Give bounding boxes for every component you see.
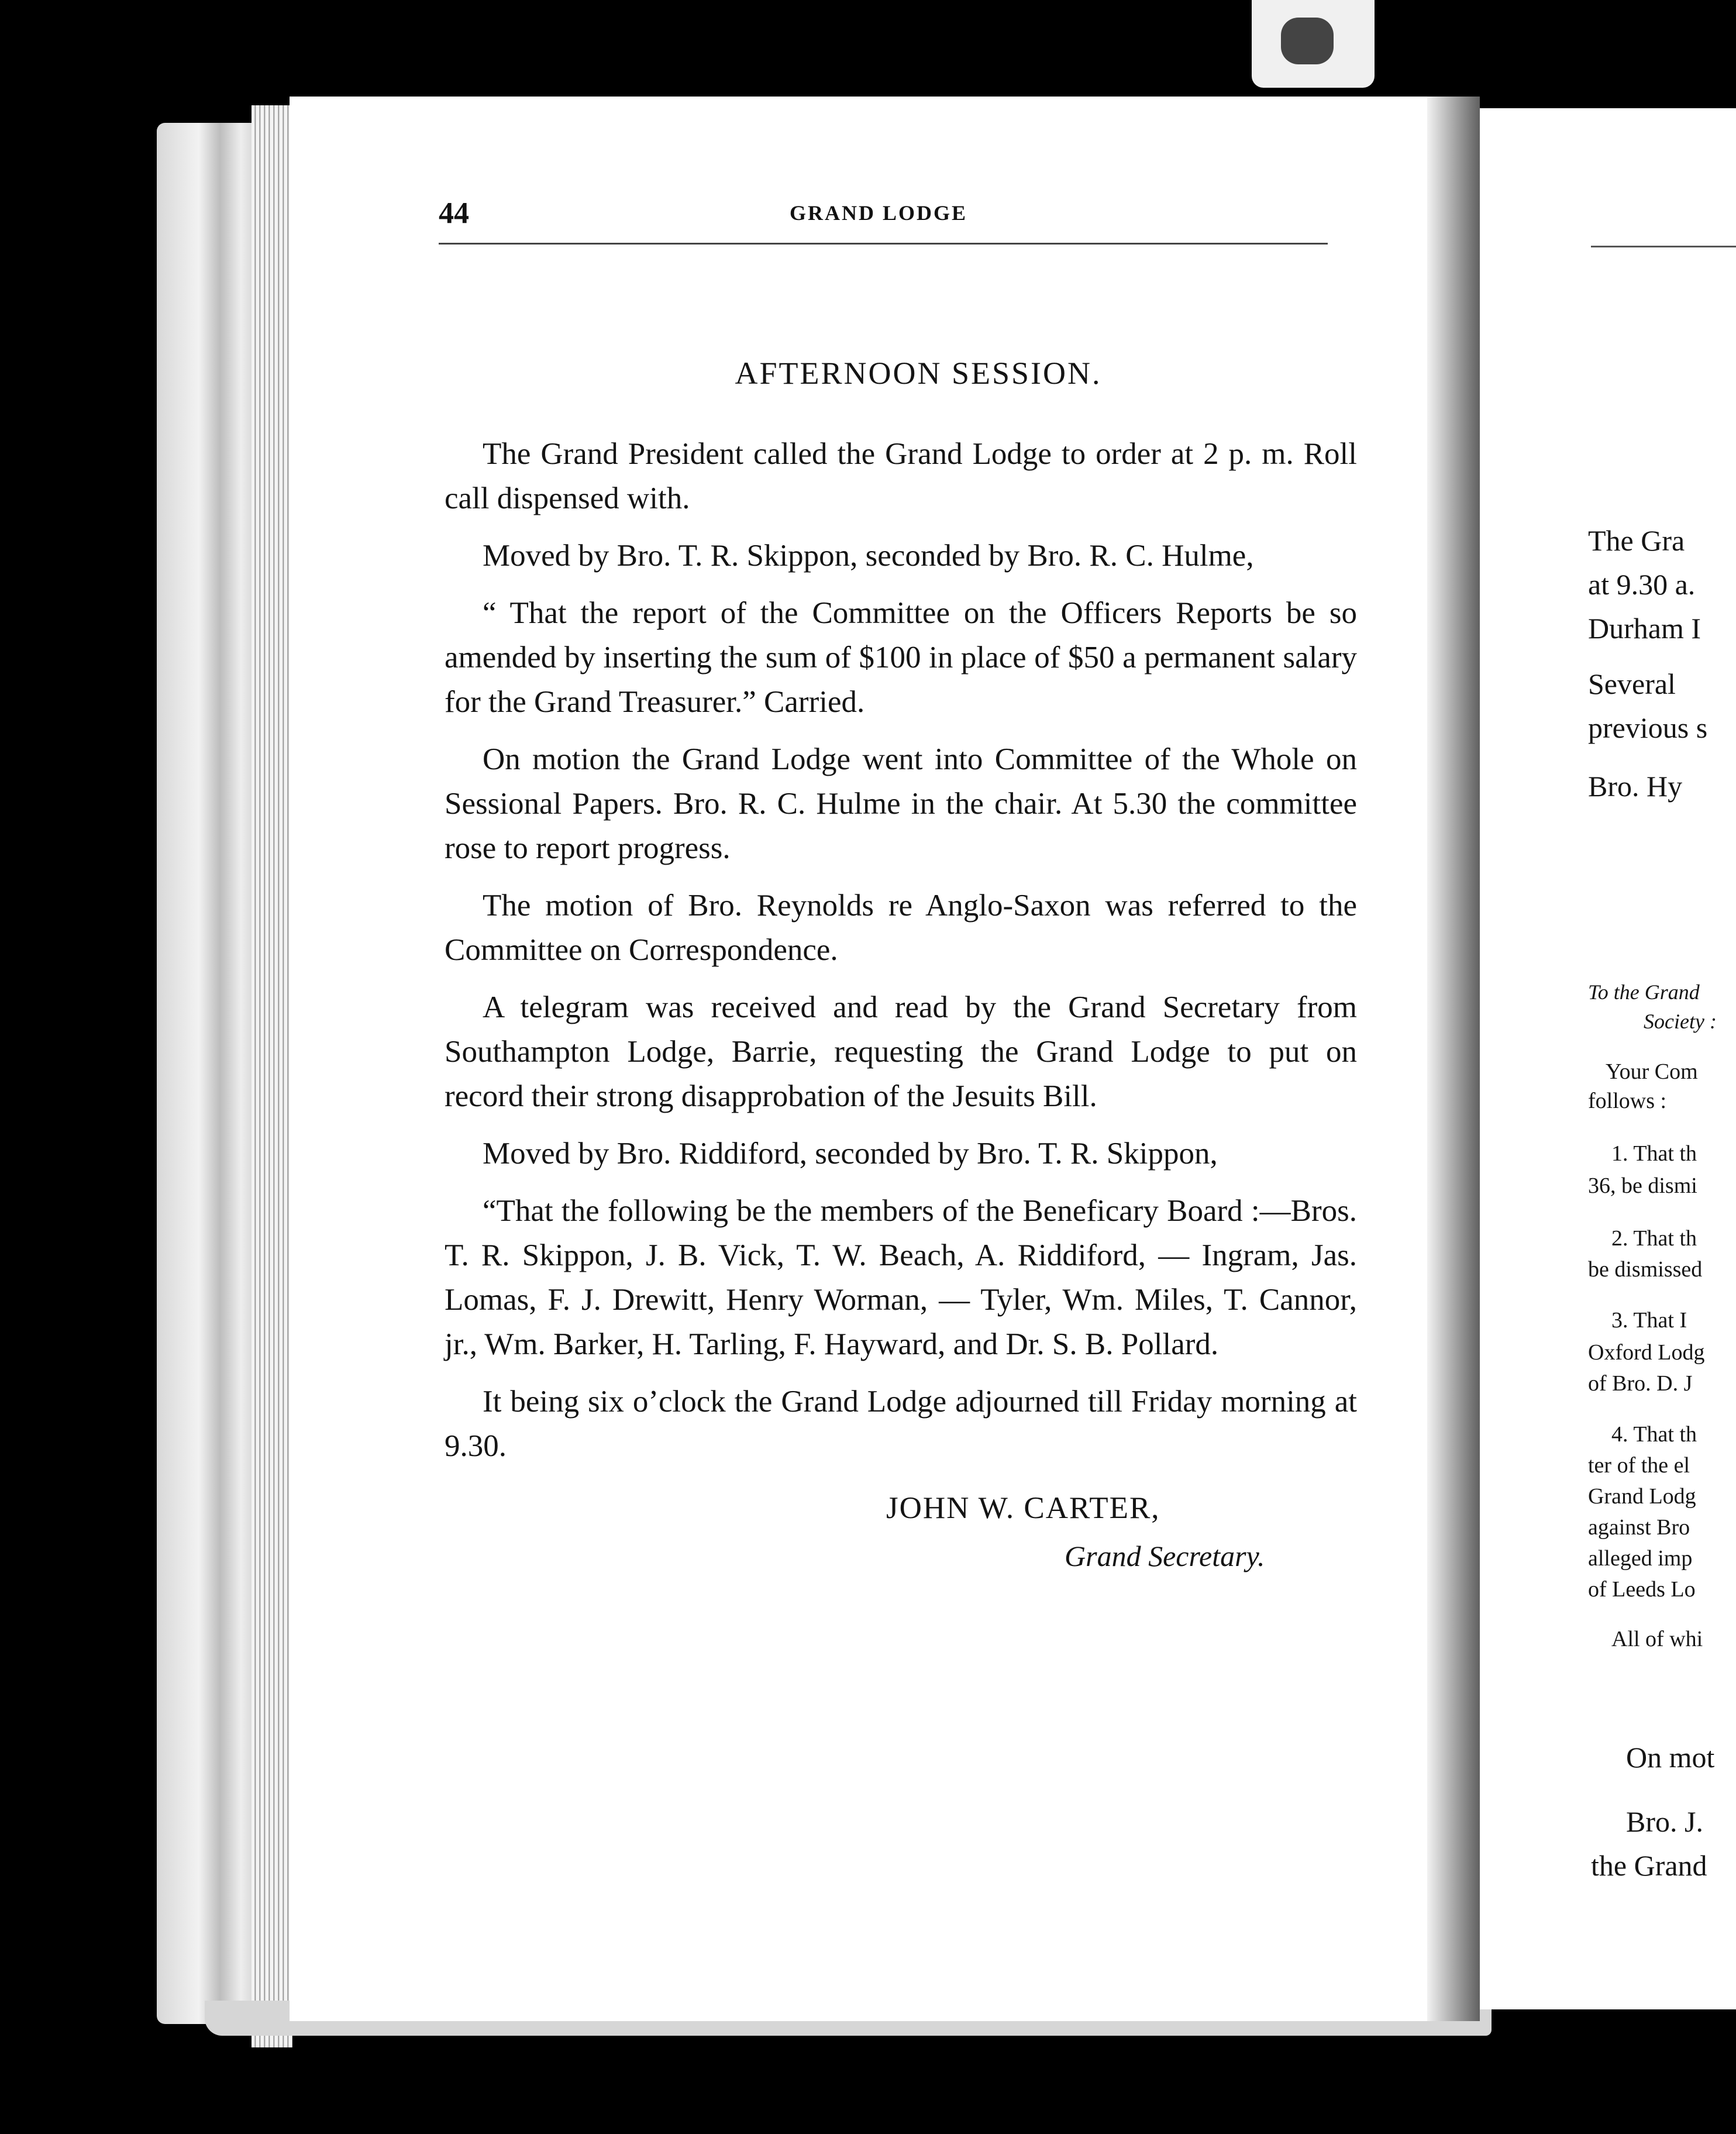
right-page-line: To the Grand	[1588, 980, 1700, 1004]
gutter-shadow	[1427, 97, 1480, 2021]
paragraph: On motion the Grand Lodge went into Committee of the Whole on Sessional Papers. Bro. R. C. Hulme in the chair. At 5.30 the committee rose to report progress.	[445, 742, 1357, 865]
header-rule	[439, 243, 1328, 245]
right-page-line: Grand Lodg	[1588, 1484, 1696, 1509]
right-page-line: against Bro	[1588, 1515, 1690, 1540]
paragraph: Moved by Bro. Riddiford, seconded by Bro. T. R. Skippon,	[483, 1137, 1218, 1171]
right-page-line: be dismissed	[1588, 1257, 1703, 1282]
right-page-line: On mot	[1626, 1741, 1715, 1774]
section-title: AFTERNOON SESSION.	[735, 356, 1102, 391]
right-page-rule	[1591, 246, 1736, 247]
page-body	[445, 351, 1357, 1578]
right-page-line: Bro. Hy	[1588, 770, 1683, 803]
right-page-line: Bro. J.	[1626, 1805, 1703, 1838]
page-number: 44	[439, 197, 469, 230]
signature-name: JOHN W. CARTER,	[886, 1491, 1160, 1525]
right-page-line: follows :	[1588, 1089, 1667, 1113]
right-page-line: Oxford Lodg	[1588, 1340, 1705, 1365]
right-page-line: Durham I	[1588, 612, 1701, 645]
right-page-line: of Leeds Lo	[1588, 1577, 1696, 1602]
right-page-line: the Grand	[1591, 1849, 1707, 1882]
right-page-line: 1. That th	[1611, 1141, 1697, 1166]
paragraph: The motion of Bro. Reynolds re Anglo-Saxon was referred to the Committee on Correspondence.	[445, 889, 1357, 967]
paragraph: It being six o’clock the Grand Lodge adjourned till Friday morning at 9.30.	[445, 1385, 1357, 1463]
right-page-line: previous s	[1588, 711, 1708, 744]
right-page-line: at 9.30 a.	[1588, 568, 1696, 601]
paper-scrap-mark	[1281, 18, 1334, 64]
right-page-line: Your Com	[1606, 1059, 1698, 1084]
signature-title: Grand Secretary.	[1065, 1540, 1265, 1572]
right-page-line: 2. That th	[1611, 1226, 1697, 1251]
paragraph: The Grand President called the Grand Lodge to order at 2 p. m. Roll call dispensed with.	[445, 437, 1357, 515]
paragraph: A telegram was received and read by the Grand Secretary from Southampton Lodge, Barrie, requesting the Grand Lodge to put on record their strong disapprobation of the Jesuits Bill.	[445, 990, 1357, 1113]
right-page-line: of Bro. D. J	[1588, 1371, 1693, 1396]
right-page-line: ter of the el	[1588, 1453, 1690, 1478]
page-header	[439, 196, 1328, 243]
right-page-line: The Gra	[1588, 524, 1685, 557]
right-page-line: 36, be dismi	[1588, 1173, 1697, 1198]
right-page-line: Several	[1588, 667, 1676, 700]
book-page-edges	[252, 105, 292, 2047]
right-page-line: Society :	[1644, 1010, 1717, 1033]
right-page-line: 4. That th	[1611, 1422, 1697, 1447]
paragraph: “That the following be the members of the Beneficary Board :—Bros. T. R. Skippon, J. B. Vick, T. W. Beach, A. Riddiford, — Ingram, Jas. Lomas, F. J. Drewitt, Henry Worman, — Tyler, Wm. Miles, T. Cannor, jr., Wm. Barker, H. Tarling, F. Hayward, and Dr. S. B. Pollard.	[445, 1194, 1357, 1361]
paragraph: “ That the report of the Committee on the Officers Reports be so amended by inserting the sum of $100 in place of $50 a permanent salary for the Grand Treasurer.” Carried.	[445, 596, 1357, 719]
paragraph: Moved by Bro. T. R. Skippon, seconded by Bro. R. C. Hulme,	[483, 539, 1254, 573]
right-page-line: All of whi	[1611, 1627, 1703, 1651]
right-page-line: alleged imp	[1588, 1546, 1693, 1571]
right-page-line: 3. That I	[1611, 1308, 1687, 1333]
running-head: GRAND LODGE	[790, 201, 968, 225]
